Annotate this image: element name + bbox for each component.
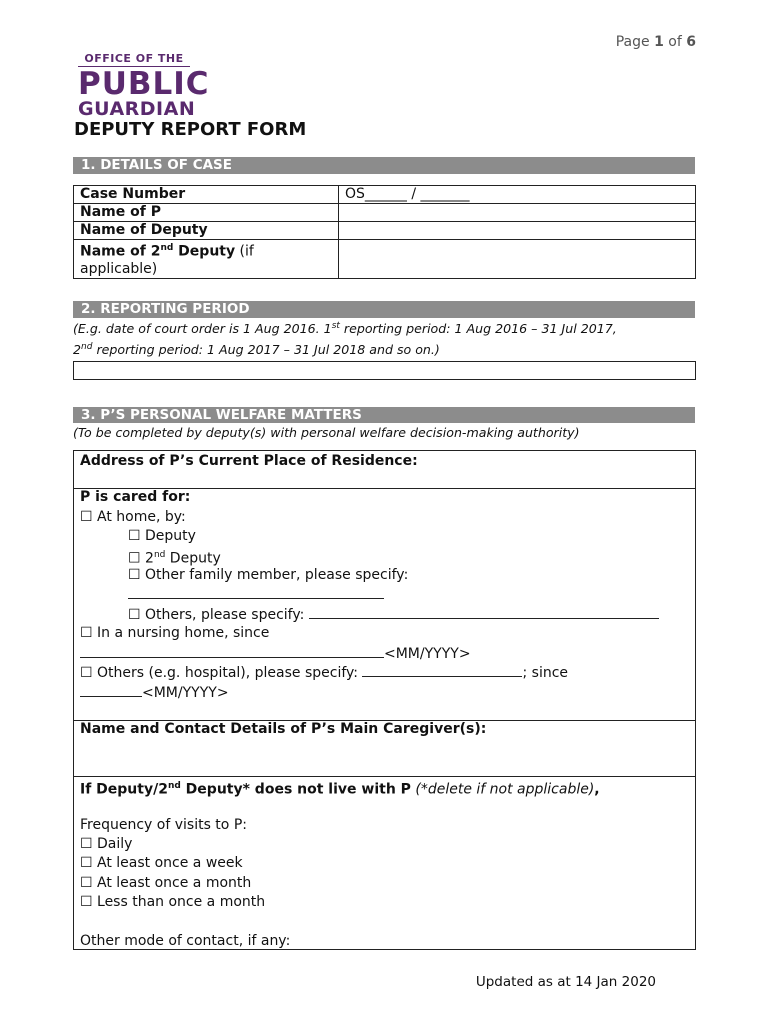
section2-heading: 2. REPORTING PERIOD: [73, 301, 695, 318]
name-of-deputy-label: Name of Deputy: [74, 222, 339, 240]
cared-for-label: P is cared for:: [80, 489, 191, 505]
note-part: 2: [73, 342, 82, 358]
since-label: ; since: [522, 665, 569, 681]
deputy-option[interactable]: [128, 527, 196, 546]
others-specify-field[interactable]: [309, 605, 659, 619]
option-label: Others, please specify:: [145, 607, 305, 623]
page-total: 6: [686, 34, 696, 50]
others-hospital-option[interactable]: [80, 663, 568, 683]
label-part: ,: [594, 781, 600, 798]
section3-heading: 3. P’S PERSONAL WELFARE MATTERS: [73, 407, 695, 423]
case-number-label: Case Number: [74, 186, 339, 204]
option-sup: nd: [153, 550, 166, 560]
page-of: of: [668, 34, 682, 50]
label-sup: nd: [167, 781, 181, 791]
option-label: Less than once a month: [97, 894, 266, 910]
caregiver-label: Name and Contact Details of P’s Main Caregiver(s):: [80, 721, 487, 737]
name-of-2nd-deputy-field[interactable]: [339, 240, 696, 279]
note-part: reporting period: 1 Aug 2017 – 31 Jul 2018 and so on.): [92, 342, 440, 358]
label-part: If Deputy/2: [80, 781, 168, 798]
label-part: Deputy: [173, 243, 236, 260]
page-number: [616, 34, 696, 50]
freq-less-monthly-option[interactable]: [80, 893, 265, 912]
others-specify-option[interactable]: [128, 605, 659, 625]
option-label: Deputy: [165, 550, 221, 567]
page-current: 1: [654, 34, 664, 50]
checkbox-icon[interactable]: ☐: [80, 665, 93, 681]
option-label: Daily: [97, 836, 133, 852]
note-part: (E.g. date of court order is 1 Aug 2016. 1: [73, 321, 332, 337]
option-label: Others (e.g. hospital), please specify:: [97, 665, 359, 681]
freq-weekly-option[interactable]: [80, 854, 243, 873]
section1-heading: 1. DETAILS OF CASE: [73, 157, 695, 174]
label-sup: nd: [160, 243, 174, 253]
option-label: Deputy: [145, 528, 196, 544]
at-home-option[interactable]: [80, 508, 186, 527]
table-row: [74, 222, 696, 240]
others-since-field[interactable]: [80, 683, 229, 703]
logo-line1: OFFICE OF THE: [78, 52, 190, 67]
checkbox-icon[interactable]: ☐: [128, 550, 141, 567]
checkbox-icon[interactable]: ☐: [128, 528, 141, 544]
option-label: 2: [145, 550, 154, 567]
checkbox-icon[interactable]: ☐: [80, 894, 93, 910]
checkbox-icon[interactable]: ☐: [80, 855, 93, 871]
name-of-p-label: Name of P: [74, 204, 339, 222]
label-note: (*delete if not applicable): [410, 781, 595, 798]
checkbox-icon[interactable]: ☐: [80, 836, 93, 852]
other-mode-label: Other mode of contact, if any:: [80, 933, 291, 949]
footer-updated: Updated as at 14 Jan 2020: [475, 974, 656, 990]
label-part: Deputy* does not live with P: [180, 781, 411, 798]
case-details-table: [73, 185, 696, 279]
table-row: [74, 186, 696, 204]
freq-daily-option[interactable]: [80, 835, 132, 854]
other-family-specify-field[interactable]: [128, 585, 384, 605]
note-sup: st: [331, 321, 340, 331]
checkbox-icon[interactable]: ☐: [80, 875, 93, 891]
label-part: Name of 2: [80, 243, 161, 260]
others-hospital-field[interactable]: [362, 663, 522, 677]
welfare-note: (To be completed by deputy(s) with personal welfare decision-making authority): [73, 425, 580, 440]
not-live-with-p-label: [80, 777, 600, 800]
nursing-home-option[interactable]: [80, 624, 269, 643]
table-row: [74, 204, 696, 222]
frequency-label: Frequency of visits to P:: [80, 817, 247, 833]
note-sup: nd: [81, 342, 93, 353]
option-label: Other family member, please specify:: [145, 567, 409, 583]
date-format-hint: <MM/YYYY>: [142, 685, 229, 701]
option-label: At least once a month: [97, 875, 252, 891]
nursing-home-since-field[interactable]: [80, 644, 471, 664]
form-title: DEPUTY REPORT FORM: [74, 119, 307, 140]
checkbox-icon[interactable]: ☐: [128, 607, 141, 623]
opg-logo: [78, 52, 210, 118]
address-label: Address of P’s Current Place of Residence:: [80, 453, 418, 469]
name-of-2nd-deputy-label: [74, 240, 339, 279]
reporting-period-field[interactable]: [73, 361, 696, 380]
reporting-period-note: [73, 317, 703, 359]
option-label: At least once a week: [97, 855, 243, 871]
label-note: (if applicable): [80, 243, 254, 277]
logo-line3: GUARDIAN: [78, 98, 196, 120]
case-number-field[interactable]: OS______ / _______: [339, 186, 696, 204]
logo-line2: PUBLIC: [78, 66, 210, 102]
name-of-deputy-field[interactable]: [339, 222, 696, 240]
date-format-hint: <MM/YYYY>: [384, 646, 471, 662]
checkbox-icon[interactable]: ☐: [128, 567, 141, 583]
option-label: At home, by:: [97, 509, 186, 525]
welfare-box: [73, 450, 696, 950]
page-word: Page: [615, 34, 650, 50]
checkbox-icon[interactable]: ☐: [80, 509, 93, 525]
other-family-option[interactable]: [128, 566, 408, 585]
name-of-p-field[interactable]: [339, 204, 696, 222]
freq-monthly-option[interactable]: [80, 874, 251, 893]
note-part: reporting period: 1 Aug 2016 – 31 Jul 2017,: [339, 321, 617, 337]
table-row: [74, 240, 696, 279]
option-label: In a nursing home, since: [97, 625, 270, 641]
checkbox-icon[interactable]: ☐: [80, 625, 93, 641]
